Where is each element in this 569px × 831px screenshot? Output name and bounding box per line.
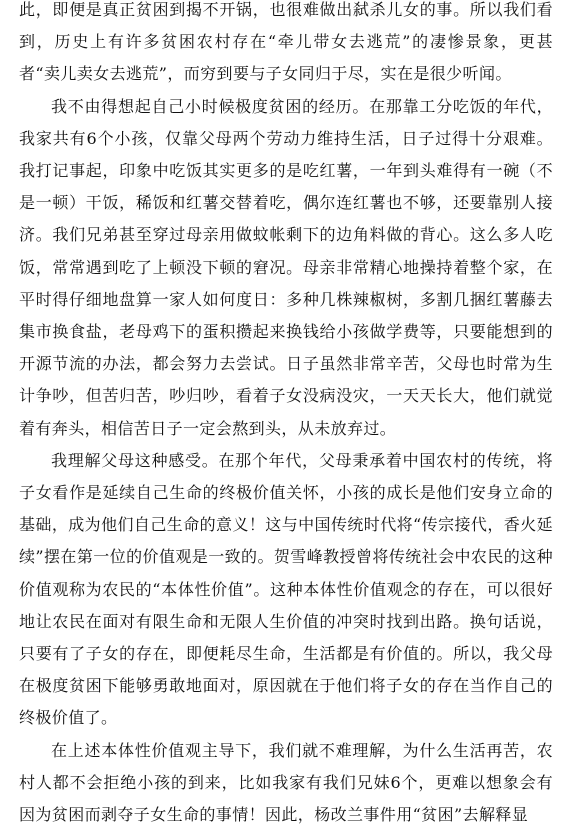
paragraph-2: 我不由得想起自己小时候极度贫困的经历。在那靠工分吃饭的年代，我家共有6个小孩，仅靠父母两个劳动力维持生活，日子过得十分艰难。我打记事起，印象中吃饭其实更多的是吃红薯，一年到头难得有一碗（不是一顿）干饭，稀饭和红薯交替着吃，偶尔连红薯也不够，还要靠别人接济。我们兄弟甚至穿过母亲用做蚊帐剩下的边角料做的背心。这么多人吃饭，常常遇到吃了上顿没下顿的窘况。母亲非常精心地操持着整个家，在平时得仔细地盘算一家人如何度日：多种几株辣椒树，多割几捆红薯藤去集市换食盐，老母鸡下的蛋积攒起来换钱给小孩做学费等，只要能想到的开源节流的办法，都会努力去尝试。日子虽然非常辛苦，父母也时常为生计争吵，但苦归苦，吵归吵，看着子女没病没灾，一天天长大，他们就觉着有奔头，相信苦日子一定会熬到头，从未放弃过。 xyxy=(19,96,553,438)
paragraph-1: 此，即便是真正贫困到揭不开锅，也很难做出弑杀儿女的事。所以我们看到，历史上有许多贫困农村存在“牵儿带女去逃荒”的凄惨景象，更甚者“卖儿卖女去逃荒”，而穷到要与子女同归于尽，实在是很少听闻。 xyxy=(19,0,553,84)
paragraph-4: 在上述本体性价值观主导下，我们就不难理解，为什么生活再苦，农村人都不会拒绝小孩的到来，比如我家有我们兄妹6个，更难以想象会有因为贫困而剥夺子女生命的事情！因此，杨改兰事件用“贫困”去解释显 xyxy=(19,740,553,825)
paragraph-3: 我理解父母这种感受。在那个年代，父母秉承着中国农村的传统，将子女看作是延续自己生命的终极价值关怀，小孩的成长是他们安身立命的基础，成为他们自己生命的意义！这与中国传统时代将“传宗接代，香火延续”摆在第一位的价值观是一致的。贺雪峰教授曾将传统社会中农民的这种价值观称为农民的“本体性价值”。这种本体性价值观念的存在，可以很好地让农民在面对有限生命和无限人生价值的冲突时找到出路。换句话说，只要有了子女的存在，即便耗尽生命，生活都是有价值的。所以，我父母在极度贫困下能够勇敢地面对，原因就在于他们将子女的存在当作自己的终极价值了。 xyxy=(19,450,553,728)
